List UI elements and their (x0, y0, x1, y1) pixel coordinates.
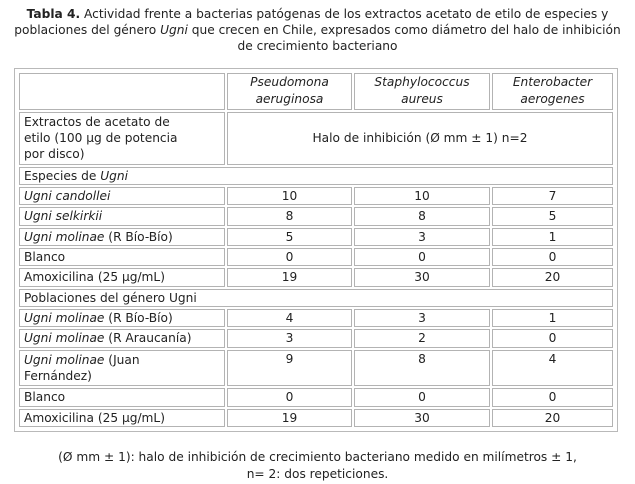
header-pseudomona: Pseudomona aeruginosa (227, 73, 352, 110)
cell-enterobacter: 20 (492, 409, 613, 427)
footnote-line-2: n= 2: dos repeticiones. (246, 467, 389, 481)
cell-enterobacter: 20 (492, 268, 613, 286)
cell-staphylococcus: 0 (354, 388, 490, 406)
table-row (19, 329, 613, 347)
table-row (19, 187, 613, 205)
section-species-title: Especies de Ugni (19, 167, 613, 185)
row-label: Ugni molinae (Juan Fernández) (19, 350, 225, 387)
table-row (19, 388, 613, 406)
row-label: Ugni selkirkii (19, 207, 225, 225)
cell-staphylococcus: 8 (354, 350, 490, 387)
inhibition-halo-span-cell: Halo de inhibición (Ø mm ± 1) n=2 (227, 112, 613, 165)
cell-pseudomona: 8 (227, 207, 352, 225)
extract-row (19, 112, 613, 165)
cell-enterobacter: 0 (492, 388, 613, 406)
cell-enterobacter: 1 (492, 309, 613, 327)
table-row (19, 248, 613, 266)
cell-staphylococcus: 30 (354, 268, 490, 286)
cell-staphylococcus: 10 (354, 187, 490, 205)
cell-enterobacter: 7 (492, 187, 613, 205)
cell-staphylococcus: 3 (354, 309, 490, 327)
row-label: Amoxicilina (25 µg/mL) (19, 409, 225, 427)
row-label: Amoxicilina (25 µg/mL) (19, 268, 225, 286)
cell-pseudomona: 0 (227, 248, 352, 266)
cell-pseudomona: 5 (227, 228, 352, 246)
extract-label-cell: Extractos de acetato de etilo (100 µg de potencia por disco) (19, 112, 225, 165)
caption-label: Tabla 4. (26, 7, 81, 21)
row-label: Blanco (19, 248, 225, 266)
caption-text-1: Actividad frente a bacterias patógenas de los extractos acetato de etilo de especies y poblaciones del género (14, 7, 609, 37)
table-row (19, 207, 613, 225)
table-row (19, 228, 613, 246)
header-empty-cell (19, 73, 225, 110)
cell-staphylococcus: 2 (354, 329, 490, 347)
table-row (19, 350, 613, 387)
data-table (17, 71, 615, 429)
section-species-row (19, 167, 613, 185)
table-header-row (19, 73, 613, 110)
cell-staphylococcus: 3 (354, 228, 490, 246)
footnote-line-1: (Ø mm ± 1): halo de inhibición de crecimiento bacteriano medido en milímetros ± 1, (58, 450, 577, 464)
cell-enterobacter: 5 (492, 207, 613, 225)
table-row (19, 409, 613, 427)
cell-pseudomona: 0 (227, 388, 352, 406)
cell-pseudomona: 9 (227, 350, 352, 387)
header-enterobacter: Enterobacter aerogenes (492, 73, 613, 110)
header-staphylococcus: Staphylococcus aureus (354, 73, 490, 110)
data-table-frame (14, 68, 618, 432)
table-row (19, 268, 613, 286)
cell-pseudomona: 19 (227, 409, 352, 427)
section-populations-row (19, 289, 613, 307)
cell-enterobacter: 4 (492, 350, 613, 387)
cell-pseudomona: 3 (227, 329, 352, 347)
caption-text-2: que crecen en Chile, expresados como diámetro del halo de inhibición de crecimiento bacteriano (191, 23, 621, 53)
row-label: Blanco (19, 388, 225, 406)
table-footnote (6, 449, 629, 483)
row-label: Ugni molinae (R Bío-Bío) (19, 228, 225, 246)
table-row (19, 309, 613, 327)
cell-enterobacter: 0 (492, 248, 613, 266)
cell-staphylococcus: 8 (354, 207, 490, 225)
caption-italic-genus: Ugni (160, 23, 188, 37)
row-label: Ugni molinae (R Bío-Bío) (19, 309, 225, 327)
cell-pseudomona: 4 (227, 309, 352, 327)
section-populations-title: Poblaciones del género Ugni (19, 289, 613, 307)
cell-enterobacter: 0 (492, 329, 613, 347)
cell-enterobacter: 1 (492, 228, 613, 246)
row-label: Ugni candollei (19, 187, 225, 205)
cell-pseudomona: 10 (227, 187, 352, 205)
row-label: Ugni molinae (R Araucanía) (19, 329, 225, 347)
table-caption (6, 6, 629, 54)
cell-pseudomona: 19 (227, 268, 352, 286)
cell-staphylococcus: 30 (354, 409, 490, 427)
cell-staphylococcus: 0 (354, 248, 490, 266)
